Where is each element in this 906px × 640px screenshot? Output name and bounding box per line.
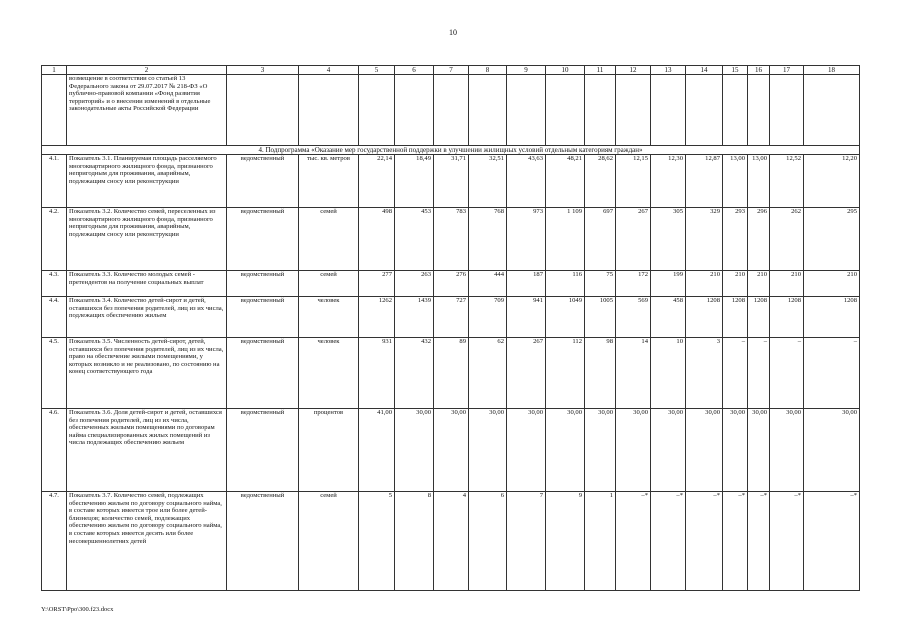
value-cell: 210: [770, 271, 804, 297]
value-cell: 267: [616, 208, 651, 271]
value-cell: 30,00: [616, 409, 651, 492]
value-cell: 8: [395, 492, 434, 591]
empty-cell: [585, 75, 616, 146]
column-number-cell: 13: [651, 66, 686, 75]
value-cell: 973: [507, 208, 546, 271]
value-cell: 432: [395, 338, 434, 409]
empty-cell: [434, 75, 469, 146]
indicator-row: [42, 155, 860, 208]
indicator-unit: семей: [299, 492, 359, 591]
column-number-cell: 6: [395, 66, 434, 75]
column-number-cell: 10: [546, 66, 585, 75]
indicator-type: ведомственный: [227, 409, 299, 492]
value-cell: –*: [723, 492, 748, 591]
value-cell: 62: [469, 338, 507, 409]
value-cell: 1208: [723, 297, 748, 338]
indicator-unit: семей: [299, 271, 359, 297]
value-cell: 709: [469, 297, 507, 338]
value-cell: 1208: [804, 297, 860, 338]
value-cell: 112: [546, 338, 585, 409]
value-cell: 18,49: [395, 155, 434, 208]
value-cell: –: [723, 338, 748, 409]
indicator-row: [42, 492, 860, 591]
value-cell: 210: [723, 271, 748, 297]
value-cell: 30,00: [748, 409, 770, 492]
indicator-type: ведомственный: [227, 338, 299, 409]
column-number-cell: 18: [804, 66, 860, 75]
value-cell: 453: [395, 208, 434, 271]
indicator-unit: процентов: [299, 409, 359, 492]
indicator-row: [42, 409, 860, 492]
row-number: 4.5.: [42, 338, 67, 409]
value-cell: 783: [434, 208, 469, 271]
section-row: [42, 146, 860, 155]
column-number-cell: 9: [507, 66, 546, 75]
value-cell: 1208: [770, 297, 804, 338]
value-cell: 12,52: [770, 155, 804, 208]
value-cell: 30,00: [434, 409, 469, 492]
value-cell: 12,15: [616, 155, 651, 208]
empty-cell: [227, 75, 299, 146]
empty-cell: [651, 75, 686, 146]
value-cell: 6: [469, 492, 507, 591]
value-cell: 262: [770, 208, 804, 271]
value-cell: 7: [507, 492, 546, 591]
value-cell: 305: [651, 208, 686, 271]
file-path-footer: Y:\ORST\Ppo\300.f23.docx: [41, 606, 114, 613]
column-number-cell: 14: [686, 66, 723, 75]
indicator-unit: семей: [299, 208, 359, 271]
value-cell: 768: [469, 208, 507, 271]
value-cell: 9: [546, 492, 585, 591]
value-cell: 187: [507, 271, 546, 297]
indicator-type: ведомственный: [227, 271, 299, 297]
value-cell: 22,14: [359, 155, 395, 208]
empty-cell: [395, 75, 434, 146]
column-number-cell: 4: [299, 66, 359, 75]
value-cell: 10: [651, 338, 686, 409]
column-number-cell: 8: [469, 66, 507, 75]
column-number-cell: 15: [723, 66, 748, 75]
value-cell: –: [770, 338, 804, 409]
indicator-row: [42, 208, 860, 271]
value-cell: 931: [359, 338, 395, 409]
indicator-name: Показатель 3.4. Количество детей-сирот и детей, оставшихся без попечения родителей, лиц из их числа, подлежащих обеспечению жильем: [67, 297, 227, 338]
value-cell: 295: [804, 208, 860, 271]
value-cell: –*: [616, 492, 651, 591]
cont-text-cell: возмещение в соответствии со статьей 13 Федерального закона от 29.07.2017 № 218-ФЗ «О публично-правовой компании «Фонд развития территорий» и о внесении изменений в отдельные законодательные акты Российской Федерации: [67, 75, 227, 146]
value-cell: 30,00: [395, 409, 434, 492]
column-number-cell: 5: [359, 66, 395, 75]
empty-cell: [546, 75, 585, 146]
value-cell: 276: [434, 271, 469, 297]
section-title: 4. Подпрограмма «Оказание мер государственной поддержки в улучшении жилищных условий отдельным категориям граждан»: [42, 146, 860, 155]
value-cell: –*: [651, 492, 686, 591]
value-cell: 98: [585, 338, 616, 409]
value-cell: 30,00: [686, 409, 723, 492]
value-cell: 30,00: [723, 409, 748, 492]
value-cell: 116: [546, 271, 585, 297]
value-cell: 697: [585, 208, 616, 271]
value-cell: 293: [723, 208, 748, 271]
value-cell: 75: [585, 271, 616, 297]
row-number: 4.4.: [42, 297, 67, 338]
value-cell: 89: [434, 338, 469, 409]
value-cell: 30,00: [585, 409, 616, 492]
indicator-name: Показатель 3.6. Доля детей-сирот и детей, оставшихся без попечения родителей, лиц из их числа, обеспеченных жилыми помещениями по договорам найма специализированных жилых помещений из числа подлежащих обеспечению жильем: [67, 409, 227, 492]
page-number: 10: [449, 28, 457, 37]
indicator-type: ведомственный: [227, 492, 299, 591]
value-cell: 43,63: [507, 155, 546, 208]
value-cell: 1049: [546, 297, 585, 338]
value-cell: 1262: [359, 297, 395, 338]
value-cell: 172: [616, 271, 651, 297]
value-cell: 30,00: [546, 409, 585, 492]
value-cell: 31,71: [434, 155, 469, 208]
indicator-name: Показатель 3.3. Количество молодых семей - претендентов на получение социальных выплат: [67, 271, 227, 297]
empty-cell: [770, 75, 804, 146]
value-cell: 28,62: [585, 155, 616, 208]
value-cell: 32,51: [469, 155, 507, 208]
indicator-unit: человек: [299, 297, 359, 338]
value-cell: 277: [359, 271, 395, 297]
value-cell: 3: [686, 338, 723, 409]
value-cell: 458: [651, 297, 686, 338]
value-cell: 210: [748, 271, 770, 297]
indicator-type: ведомственный: [227, 155, 299, 208]
indicator-type: ведомственный: [227, 297, 299, 338]
value-cell: 12,87: [686, 155, 723, 208]
column-number-cell: 17: [770, 66, 804, 75]
value-cell: 727: [434, 297, 469, 338]
value-cell: –*: [770, 492, 804, 591]
empty-cell: [469, 75, 507, 146]
value-cell: 498: [359, 208, 395, 271]
empty-cell: [616, 75, 651, 146]
value-cell: 296: [748, 208, 770, 271]
column-number-cell: 7: [434, 66, 469, 75]
column-number-cell: 1: [42, 66, 67, 75]
row-number: 4.1.: [42, 155, 67, 208]
value-cell: 199: [651, 271, 686, 297]
empty-cell: [507, 75, 546, 146]
indicator-unit: тыс. кв. метров: [299, 155, 359, 208]
empty-cell: [299, 75, 359, 146]
column-number-cell: 11: [585, 66, 616, 75]
indicator-row: [42, 271, 860, 297]
value-cell: 30,00: [770, 409, 804, 492]
value-cell: 1 109: [546, 208, 585, 271]
value-cell: 329: [686, 208, 723, 271]
value-cell: 41,00: [359, 409, 395, 492]
value-cell: 13,00: [723, 155, 748, 208]
value-cell: 263: [395, 271, 434, 297]
row-number: 4.3.: [42, 271, 67, 297]
column-number-cell: 2: [67, 66, 227, 75]
column-number-cell: 16: [748, 66, 770, 75]
column-number-cell: 3: [227, 66, 299, 75]
value-cell: –*: [804, 492, 860, 591]
value-cell: 12,30: [651, 155, 686, 208]
value-cell: 48,21: [546, 155, 585, 208]
value-cell: 569: [616, 297, 651, 338]
value-cell: 5: [359, 492, 395, 591]
indicator-name: Показатель 3.1. Планируемая площадь расселяемого многоквартирного жилищного фонда, признанного непригодным для проживания, аварийным, подлежащим сносу или реконструкции: [67, 155, 227, 208]
empty-cell: [804, 75, 860, 146]
cont-num-cell: [42, 75, 67, 146]
value-cell: 30,00: [507, 409, 546, 492]
value-cell: 1439: [395, 297, 434, 338]
indicators-table: [41, 65, 860, 591]
column-number-cell: 12: [616, 66, 651, 75]
row-number: 4.6.: [42, 409, 67, 492]
indicator-unit: человек: [299, 338, 359, 409]
empty-cell: [723, 75, 748, 146]
value-cell: 12,20: [804, 155, 860, 208]
value-cell: 4: [434, 492, 469, 591]
value-cell: –*: [748, 492, 770, 591]
value-cell: –: [748, 338, 770, 409]
value-cell: –: [804, 338, 860, 409]
value-cell: 30,00: [651, 409, 686, 492]
value-cell: 444: [469, 271, 507, 297]
indicator-name: Показатель 3.2. Количество семей, переселенных из многоквартирного жилищного фонда, признанного непригодным для проживания, аварийным, подлежащим сносу или реконструкции: [67, 208, 227, 271]
continued-row: [42, 75, 860, 146]
row-number: 4.2.: [42, 208, 67, 271]
value-cell: 14: [616, 338, 651, 409]
value-cell: 210: [686, 271, 723, 297]
value-cell: 1005: [585, 297, 616, 338]
indicator-type: ведомственный: [227, 208, 299, 271]
value-cell: 267: [507, 338, 546, 409]
value-cell: 1208: [686, 297, 723, 338]
indicator-row: [42, 338, 860, 409]
empty-cell: [359, 75, 395, 146]
value-cell: –*: [686, 492, 723, 591]
value-cell: 210: [804, 271, 860, 297]
value-cell: 1: [585, 492, 616, 591]
indicator-name: Показатель 3.5. Численность детей-сирот, детей, оставшихся без попечения родителей, лиц из их числа, право на обеспечение жилыми помещениями, у которых возникло и не реализовано, по состоянию на конец соответствующего года: [67, 338, 227, 409]
indicator-row: [42, 297, 860, 338]
empty-cell: [748, 75, 770, 146]
value-cell: 13,00: [748, 155, 770, 208]
empty-cell: [686, 75, 723, 146]
value-cell: 30,00: [804, 409, 860, 492]
value-cell: 941: [507, 297, 546, 338]
row-number: 4.7.: [42, 492, 67, 591]
value-cell: 1208: [748, 297, 770, 338]
value-cell: 30,00: [469, 409, 507, 492]
indicator-name: Показатель 3.7. Количество семей, подлежащих обеспечению жильем по договору социального найма, в составе которых имеется трое или более детей-близнецов; количество семей, подлежащих обеспечению жильем по договору социального найма, в составе которых имеется десять или более несовершеннолетних детей: [67, 492, 227, 591]
column-number-row: [42, 66, 860, 75]
